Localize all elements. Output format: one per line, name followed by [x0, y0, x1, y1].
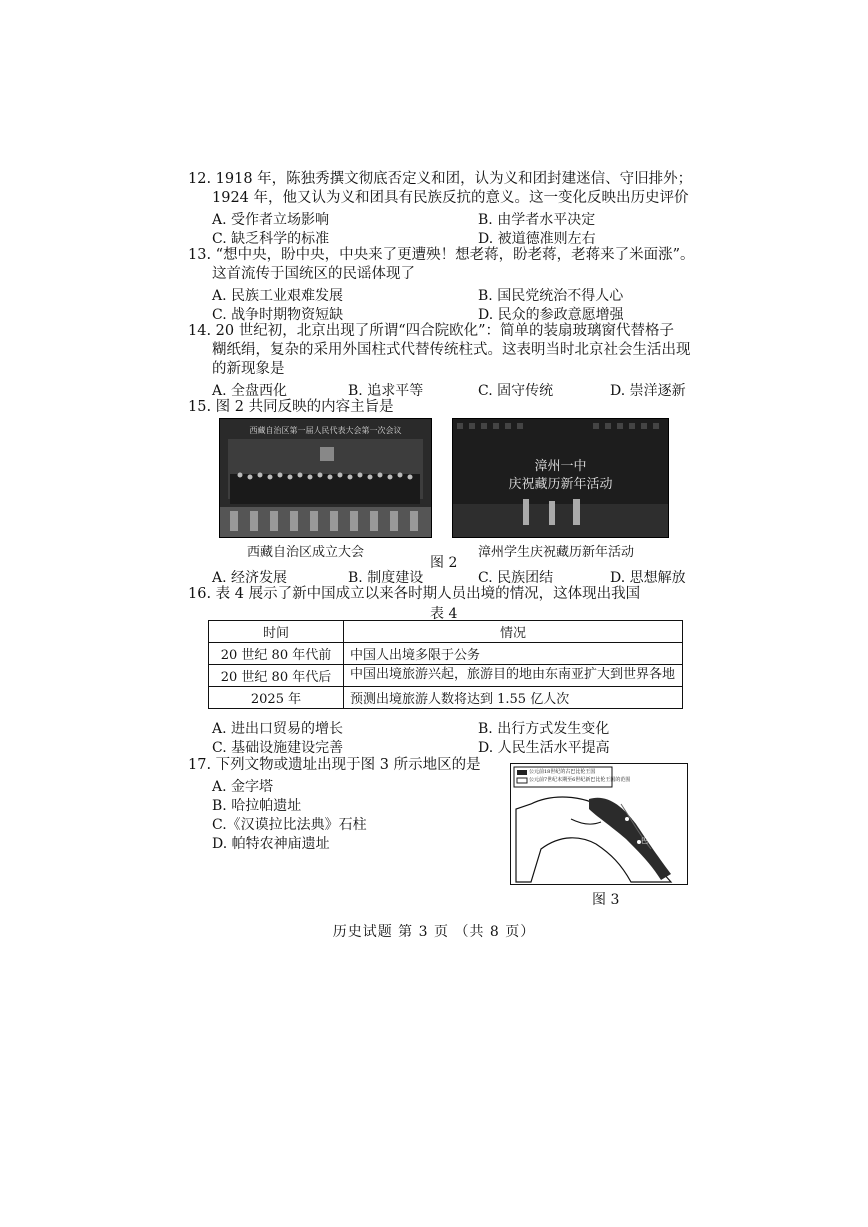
- tibet-congress-photo: [219, 418, 432, 538]
- table-cell-situation: 中国出境旅游兴起，旅游目的地由东南亚扩大到世界各地: [344, 665, 683, 687]
- q15-option-d: D. 思想解放: [610, 570, 686, 586]
- map-legend-item-2: 公元前7世纪末期至6世纪新巴比伦王国的范围: [529, 777, 631, 783]
- table-row: [209, 687, 683, 709]
- q14-option-b: B. 追求平等: [348, 383, 424, 399]
- q12-option-c: C. 缺乏科学的标准: [212, 231, 330, 247]
- q16-option-a: A. 进出口贸易的增长: [212, 721, 344, 737]
- map-label-nineveh: 尼尼微: [632, 813, 653, 821]
- q16-option-b: B. 出行方式发生变化: [478, 721, 610, 737]
- table-cell-time: 20 世纪 80 年代后: [209, 665, 344, 687]
- congress-scene-graphic: [220, 419, 431, 537]
- figure2-label: 图 2: [430, 555, 458, 571]
- table4-title: 表 4: [430, 606, 458, 622]
- q15-stem: 15. 图 2 共同反映的内容主旨是: [188, 399, 394, 415]
- q14-option-d: D. 崇洋逐新: [610, 383, 686, 399]
- q13-stem-line2: 这首流传于国统区的民谣体现了: [212, 266, 415, 282]
- q14-option-a: A. 全盘西化: [212, 383, 288, 399]
- q12-option-a: A. 受作者立场影响: [212, 212, 330, 228]
- table-row: [209, 665, 683, 687]
- table-header-situation: 情况: [344, 621, 683, 643]
- table-4: [208, 620, 683, 709]
- table-row: [209, 643, 683, 665]
- table-cell-situation: 预测出境旅游人数将达到 1.55 亿人次: [344, 687, 683, 709]
- figure2-caption-left: 西藏自治区成立大会: [247, 545, 365, 560]
- q17-option-d: D. 帕特农神庙遗址: [212, 836, 330, 852]
- q12-stem-line1: 12. 1918 年，陈独秀撰文彻底否定义和团，认为义和团封建迷信、守旧排外；: [188, 171, 693, 187]
- q13-option-d: D. 民众的参政意愿增强: [478, 307, 624, 323]
- figure3-label: 图 3: [592, 892, 620, 908]
- figure3-map: [510, 763, 688, 885]
- q14-stem-line2: 糊纸绢，复杂的采用外国柱式代替传统柱式。这表明当时北京社会生活出现: [212, 342, 691, 358]
- q16-option-d: D. 人民生活水平提高: [478, 740, 610, 756]
- q15-option-b: B. 制度建设: [348, 570, 424, 586]
- q13-option-b: B. 国民党统治不得人心: [478, 288, 624, 304]
- q14-stem-line3: 的新现象是: [212, 361, 285, 377]
- page-footer: 历史试题 第 3 页 （共 8 页）: [332, 924, 536, 940]
- q17-stem: 17. 下列文物或遗址出现于图 3 所示地区的是: [188, 757, 481, 773]
- q13-option-a: A. 民族工业艰难发展: [212, 288, 344, 304]
- q13-option-c: C. 战争时期物资短缺: [212, 307, 344, 323]
- q17-option-b: B. 哈拉帕遗址: [212, 798, 302, 814]
- q12-option-b: B. 由学者水平决定: [478, 212, 596, 228]
- q17-option-a: A. 金字塔: [212, 779, 274, 795]
- q12-stem-line2: 1924 年，他又认为义和团具有民族反抗的意义。这一变化反映出历史评价: [212, 190, 689, 206]
- map-label-babylon: 巴比伦: [641, 837, 662, 845]
- zhangzhou-celebration-photo: [452, 418, 669, 538]
- q12-option-d: D. 被道德准则左右: [478, 231, 596, 247]
- q17-option-c: C.《汉谟拉比法典》石柱: [212, 817, 367, 833]
- figure2-caption-right: 漳州学生庆祝藏历新年活动: [478, 545, 635, 560]
- q16-stem: 16. 表 4 展示了新中国成立以来各时期人员出境的情况，这体现出我国: [188, 586, 641, 602]
- table-cell-situation: 中国人出境多限于公务: [344, 643, 683, 665]
- table-cell-time: 20 世纪 80 年代前: [209, 643, 344, 665]
- q13-stem-line1: 13. “想中央，盼中央，中央来了更遭殃！想老蒋，盼老蒋，老蒋来了米面涨”。: [188, 247, 695, 263]
- photo1-banner: 西藏自治区第一届人民代表大会第一次会议: [249, 426, 402, 435]
- table-header-time: 时间: [209, 621, 344, 643]
- photo2-banner-line1: 漳州一中: [534, 459, 587, 474]
- table-cell-time: 2025 年: [209, 687, 344, 709]
- q16-option-c: C. 基础设施建设完善: [212, 740, 344, 756]
- q14-stem-line1: 14. 20 世纪初，北京出现了所谓“四合院欧化”：简单的装扇玻璃窗代替格子: [188, 323, 675, 339]
- q15-option-c: C. 民族团结: [478, 570, 554, 586]
- q14-option-c: C. 固守传统: [478, 383, 554, 399]
- photo2-banner-line2: 庆祝藏历新年活动: [508, 477, 613, 492]
- table-header-row: [209, 621, 683, 643]
- q15-option-a: A. 经济发展: [212, 570, 288, 586]
- map-legend-item-1: 公元前18世纪的古巴比伦王国: [529, 769, 596, 775]
